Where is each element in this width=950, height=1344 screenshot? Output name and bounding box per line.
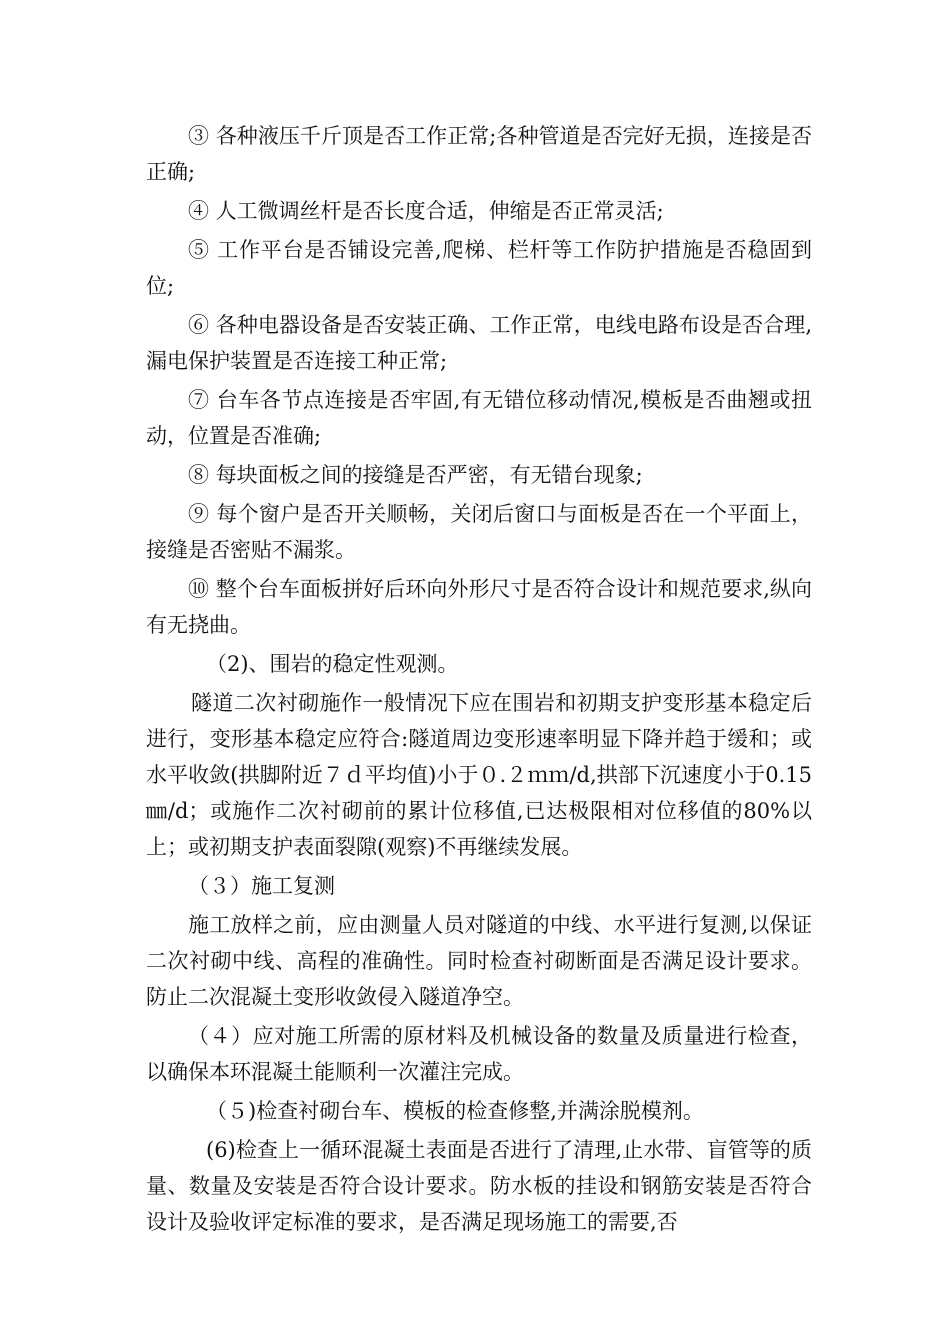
paragraph-item-5: ⑤ 工作平台是否铺设完善,爬梯、栏杆等工作防护措施是否稳固到位; [146, 238, 812, 298]
section-heading-3: （３）施工复测 [188, 874, 335, 898]
paragraph-item-4-materials: （４）应对施工所需的原材料及机械设备的数量及质量进行检查，以确保本环混凝土能顺利一次灌注完成。 [146, 1024, 812, 1084]
section-heading-2: （2)、围岩的稳定性观测。 [206, 652, 459, 676]
paragraph-item-7: ⑦ 台车各节点连接是否牢固,有无错位移动情况,模板是否曲翘或扭动，位置是否准确; [146, 388, 812, 448]
paragraph-item-10: ⑩ 整个台车面板拼好后环向外形尺寸是否符合设计和规范要求,纵向有无挠曲。 [146, 577, 812, 637]
paragraph-item-6-inspection: (6)检查上一循环混凝土表面是否进行了清理,止水带、盲管等的质量、数量及安装是否符合设计要求。防水板的挂设和钢筋安装是否符合设计及验收评定标准的要求，是否满足现场施工的需要,否 [146, 1138, 812, 1234]
document-body [146, 118, 812, 1243]
paragraph-item-6: ⑥ 各种电器设备是否安装正确、工作正常，电线电路布设是否合理,漏电保护装置是否连接工种正常; [146, 313, 812, 373]
paragraph-item-8: ⑧ 每块面板之间的接缝是否严密，有无错台现象; [188, 463, 643, 487]
paragraph-stability: 隧道二次衬砌施作一般情况下应在围岩和初期支护变形基本稳定后进行，变形基本稳定应符合:隧道周边变形速率明显下降并趋于缓和；或水平收敛(拱脚附近７ｄ平均值)小于０.２ｍｍ/d,拱部下沉速度小于0.15㎜/d；或施作二次衬砌前的累计位移值,已达极限相对位移值的80%以上；或初期支护表面裂隙(观察)不再继续发展。 [146, 691, 812, 859]
paragraph-item-3: ③ 各种液压千斤顶是否工作正常;各种管道是否完好无损，连接是否正确; [146, 124, 812, 184]
paragraph-item-5-formwork: （５)检查衬砌台车、模板的检查修整,并满涂脱模剂。 [206, 1099, 704, 1123]
paragraph-item-4: ④ 人工微调丝杆是否长度合适，伸缩是否正常灵活; [188, 199, 664, 223]
paragraph-item-9: ⑨ 每个窗户是否开关顺畅，关闭后窗口与面板是否在一个平面上，接缝是否密贴不漏浆。 [146, 502, 812, 562]
paragraph-survey: 施工放样之前，应由测量人员对隧道的中线、水平进行复测,以保证二次衬砌中线、高程的准确性。同时检查衬砌断面是否满足设计要求。防止二次混凝土变形收敛侵入隧道净空。 [146, 913, 812, 1009]
